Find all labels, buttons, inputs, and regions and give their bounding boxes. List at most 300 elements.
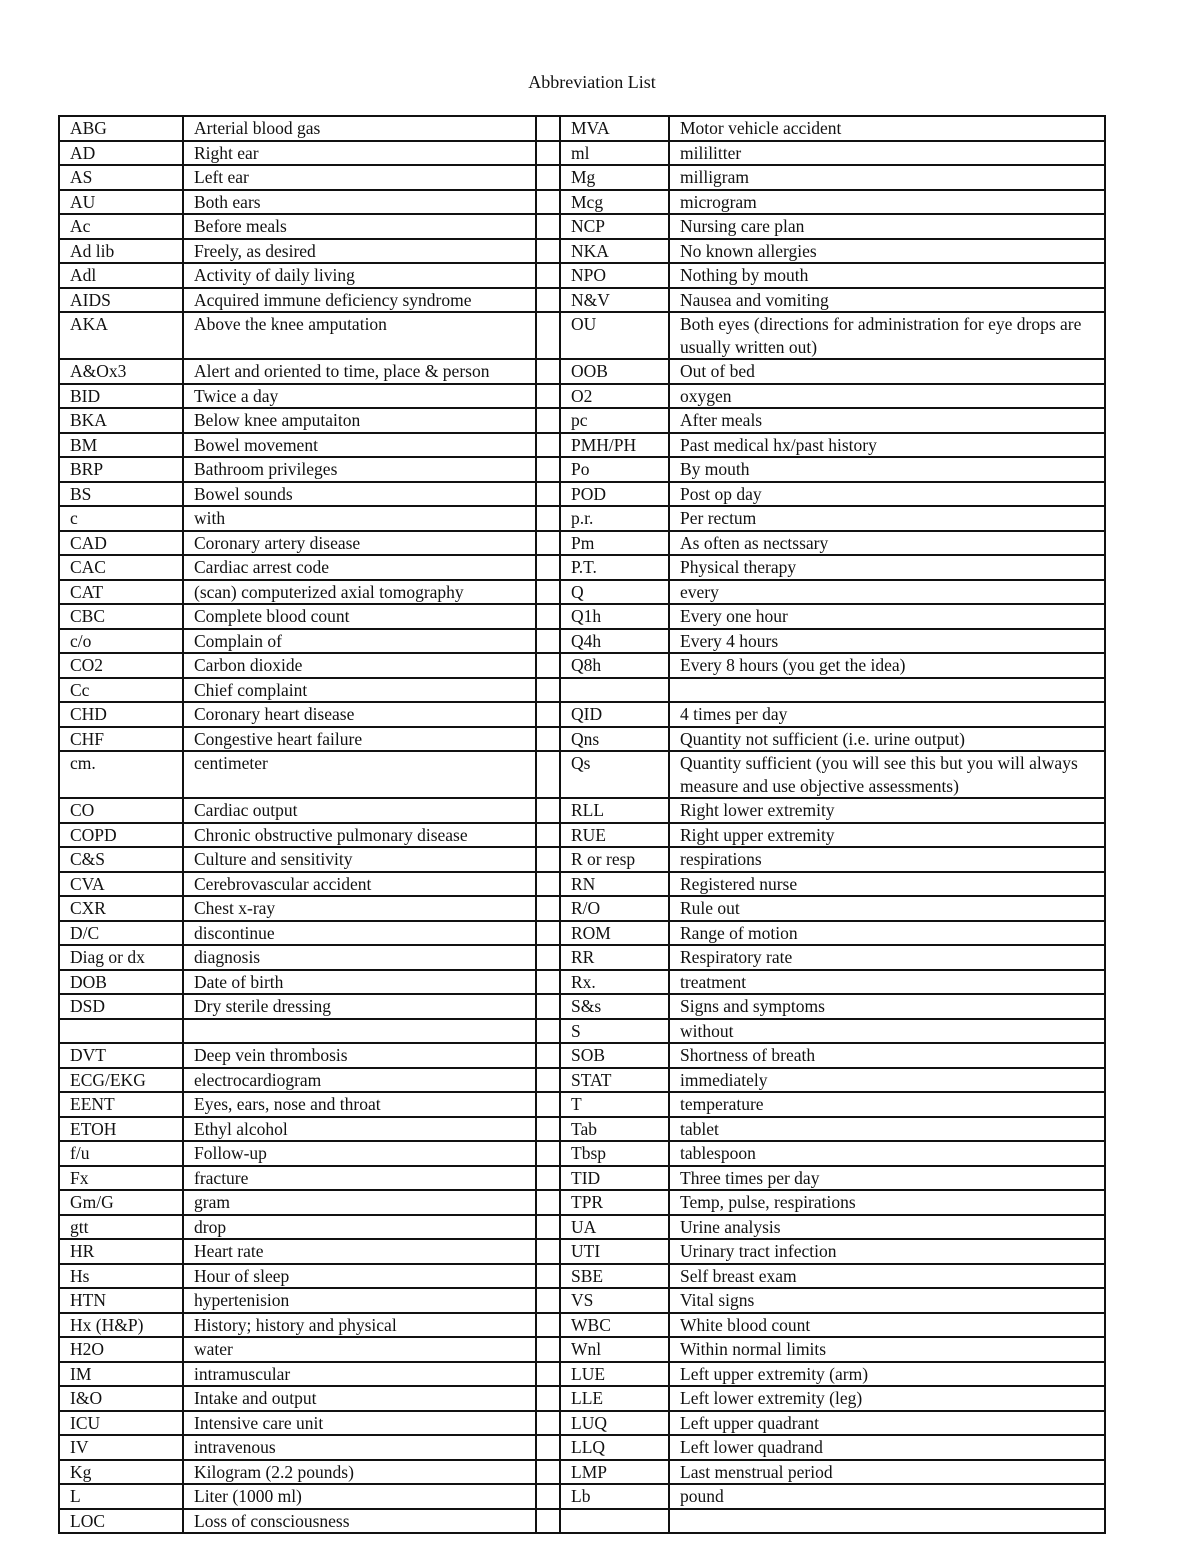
table-row <box>59 359 1105 384</box>
spacer-cell <box>536 1264 560 1289</box>
left-meaning-cell: Acquired immune deficiency syndrome <box>183 288 536 313</box>
spacer-cell <box>536 555 560 580</box>
spacer-cell <box>536 1337 560 1362</box>
left-abbreviation-cell: CXR <box>59 896 183 921</box>
right-meaning-cell: Urine analysis <box>669 1215 1105 1240</box>
right-meaning-cell: tablet <box>669 1117 1105 1142</box>
left-meaning-cell: Both ears <box>183 190 536 215</box>
left-meaning-cell: Dry sterile dressing <box>183 994 536 1019</box>
left-abbreviation-cell: Diag or dx <box>59 945 183 970</box>
right-meaning-cell: Within normal limits <box>669 1337 1105 1362</box>
right-meaning-cell: Three times per day <box>669 1166 1105 1191</box>
right-abbreviation-cell: LLE <box>560 1386 669 1411</box>
table-row <box>59 506 1105 531</box>
table-row <box>59 555 1105 580</box>
spacer-cell <box>536 482 560 507</box>
table-row <box>59 1337 1105 1362</box>
right-abbreviation-cell: LLQ <box>560 1435 669 1460</box>
left-meaning-cell: Chronic obstructive pulmonary disease <box>183 823 536 848</box>
left-abbreviation-cell: BRP <box>59 457 183 482</box>
table-row <box>59 1386 1105 1411</box>
right-meaning-cell: immediately <box>669 1068 1105 1093</box>
table-row <box>59 312 1105 359</box>
table-row <box>59 580 1105 605</box>
spacer-cell <box>536 945 560 970</box>
table-row <box>59 945 1105 970</box>
left-meaning-cell: Complete blood count <box>183 604 536 629</box>
left-meaning-cell: Date of birth <box>183 970 536 995</box>
spacer-cell <box>536 165 560 190</box>
left-abbreviation-cell: Ad lib <box>59 239 183 264</box>
left-meaning-cell: Alert and oriented to time, place & person <box>183 359 536 384</box>
table-row <box>59 1362 1105 1387</box>
right-meaning-cell: Shortness of breath <box>669 1043 1105 1068</box>
right-abbreviation-cell: RR <box>560 945 669 970</box>
left-abbreviation-cell <box>59 1019 183 1044</box>
right-abbreviation-cell: NPO <box>560 263 669 288</box>
right-abbreviation-cell <box>560 678 669 703</box>
right-meaning-cell: Right upper extremity <box>669 823 1105 848</box>
table-row <box>59 678 1105 703</box>
spacer-cell <box>536 116 560 141</box>
right-abbreviation-cell: STAT <box>560 1068 669 1093</box>
right-meaning-cell: Range of motion <box>669 921 1105 946</box>
left-meaning-cell: Bowel movement <box>183 433 536 458</box>
right-abbreviation-cell: p.r. <box>560 506 669 531</box>
right-meaning-cell: mililitter <box>669 141 1105 166</box>
spacer-cell <box>536 653 560 678</box>
left-abbreviation-cell: ICU <box>59 1411 183 1436</box>
right-abbreviation-cell: RUE <box>560 823 669 848</box>
spacer-cell <box>536 751 560 798</box>
left-abbreviation-cell: H2O <box>59 1337 183 1362</box>
left-abbreviation-cell: AS <box>59 165 183 190</box>
left-meaning-cell: Cardiac output <box>183 798 536 823</box>
left-meaning-cell: Above the knee amputation <box>183 312 536 359</box>
left-meaning-cell: Loss of consciousness <box>183 1509 536 1534</box>
right-meaning-cell: temperature <box>669 1092 1105 1117</box>
left-abbreviation-cell: ECG/EKG <box>59 1068 183 1093</box>
table-row <box>59 1484 1105 1509</box>
spacer-cell <box>536 1239 560 1264</box>
left-abbreviation-cell: CAC <box>59 555 183 580</box>
table-row <box>59 1288 1105 1313</box>
right-abbreviation-cell: VS <box>560 1288 669 1313</box>
spacer-cell <box>536 872 560 897</box>
spacer-cell <box>536 1288 560 1313</box>
spacer-cell <box>536 263 560 288</box>
spacer-cell <box>536 629 560 654</box>
right-meaning-cell: Post op day <box>669 482 1105 507</box>
right-meaning-cell: Both eyes (directions for administration for eye drops are usually written out) <box>669 312 1105 359</box>
left-meaning-cell: Culture and sensitivity <box>183 847 536 872</box>
left-meaning-cell: Coronary heart disease <box>183 702 536 727</box>
spacer-cell <box>536 312 560 359</box>
left-abbreviation-cell: Hs <box>59 1264 183 1289</box>
spacer-cell <box>536 1166 560 1191</box>
table-row <box>59 629 1105 654</box>
table-row <box>59 1313 1105 1338</box>
right-meaning-cell: tablespoon <box>669 1141 1105 1166</box>
table-row <box>59 1117 1105 1142</box>
right-meaning-cell: 4 times per day <box>669 702 1105 727</box>
right-abbreviation-cell: SBE <box>560 1264 669 1289</box>
spacer-cell <box>536 994 560 1019</box>
table-row <box>59 921 1105 946</box>
right-meaning-cell: Out of bed <box>669 359 1105 384</box>
spacer-cell <box>536 921 560 946</box>
left-meaning-cell: Before meals <box>183 214 536 239</box>
table-row <box>59 1141 1105 1166</box>
right-abbreviation-cell: Tab <box>560 1117 669 1142</box>
left-meaning-cell: Congestive heart failure <box>183 727 536 752</box>
right-meaning-cell: pound <box>669 1484 1105 1509</box>
right-meaning-cell: Rule out <box>669 896 1105 921</box>
right-abbreviation-cell: Q8h <box>560 653 669 678</box>
spacer-cell <box>536 727 560 752</box>
left-abbreviation-cell: AIDS <box>59 288 183 313</box>
spacer-cell <box>536 1141 560 1166</box>
left-abbreviation-cell: CHD <box>59 702 183 727</box>
spacer-cell <box>536 433 560 458</box>
table-row <box>59 1166 1105 1191</box>
right-meaning-cell: Physical therapy <box>669 555 1105 580</box>
table-row <box>59 1190 1105 1215</box>
spacer-cell <box>536 190 560 215</box>
left-abbreviation-cell: f/u <box>59 1141 183 1166</box>
spacer-cell <box>536 823 560 848</box>
right-meaning-cell: every <box>669 580 1105 605</box>
spacer-cell <box>536 580 560 605</box>
spacer-cell <box>536 1509 560 1534</box>
right-abbreviation-cell: UA <box>560 1215 669 1240</box>
spacer-cell <box>536 702 560 727</box>
right-meaning-cell: Temp, pulse, respirations <box>669 1190 1105 1215</box>
left-abbreviation-cell: IM <box>59 1362 183 1387</box>
table-row <box>59 994 1105 1019</box>
right-meaning-cell: After meals <box>669 408 1105 433</box>
right-meaning-cell: Left lower extremity (leg) <box>669 1386 1105 1411</box>
left-abbreviation-cell: BS <box>59 482 183 507</box>
spacer-cell <box>536 1411 560 1436</box>
table-row <box>59 1068 1105 1093</box>
table-row <box>59 727 1105 752</box>
table-row <box>59 896 1105 921</box>
left-abbreviation-cell: Fx <box>59 1166 183 1191</box>
right-abbreviation-cell: RN <box>560 872 669 897</box>
spacer-cell <box>536 1092 560 1117</box>
right-abbreviation-cell: POD <box>560 482 669 507</box>
left-abbreviation-cell: c/o <box>59 629 183 654</box>
spacer-cell <box>536 239 560 264</box>
left-abbreviation-cell: Gm/G <box>59 1190 183 1215</box>
left-meaning-cell: Cerebrovascular accident <box>183 872 536 897</box>
right-meaning-cell: Self breast exam <box>669 1264 1105 1289</box>
right-abbreviation-cell: S <box>560 1019 669 1044</box>
abbreviation-table <box>58 115 1106 1534</box>
spacer-cell <box>536 678 560 703</box>
right-meaning-cell: respirations <box>669 847 1105 872</box>
left-meaning-cell: Freely, as desired <box>183 239 536 264</box>
left-meaning-cell: Left ear <box>183 165 536 190</box>
left-abbreviation-cell: BKA <box>59 408 183 433</box>
right-abbreviation-cell: Mg <box>560 165 669 190</box>
left-abbreviation-cell: CO2 <box>59 653 183 678</box>
right-abbreviation-cell: RLL <box>560 798 669 823</box>
right-abbreviation-cell: Po <box>560 457 669 482</box>
table-row <box>59 1043 1105 1068</box>
right-meaning-cell: Per rectum <box>669 506 1105 531</box>
left-abbreviation-cell: BM <box>59 433 183 458</box>
left-meaning-cell: Intensive care unit <box>183 1411 536 1436</box>
spacer-cell <box>536 1190 560 1215</box>
right-meaning-cell: Nursing care plan <box>669 214 1105 239</box>
right-meaning-cell: milligram <box>669 165 1105 190</box>
table-row <box>59 1411 1105 1436</box>
left-abbreviation-cell: AU <box>59 190 183 215</box>
left-abbreviation-cell: L <box>59 1484 183 1509</box>
left-abbreviation-cell: AD <box>59 141 183 166</box>
page-title: Abbreviation List <box>528 72 656 92</box>
spacer-cell <box>536 970 560 995</box>
left-meaning-cell: intravenous <box>183 1435 536 1460</box>
left-meaning-cell: electrocardiogram <box>183 1068 536 1093</box>
table-row <box>59 214 1105 239</box>
right-meaning-cell: treatment <box>669 970 1105 995</box>
spacer-cell <box>536 1043 560 1068</box>
table-row <box>59 823 1105 848</box>
left-abbreviation-cell: A&Ox3 <box>59 359 183 384</box>
right-meaning-cell: Quantity sufficient (you will see this but you will always measure and use objective assessments) <box>669 751 1105 798</box>
right-abbreviation-cell: Tbsp <box>560 1141 669 1166</box>
right-abbreviation-cell: WBC <box>560 1313 669 1338</box>
spacer-cell <box>536 288 560 313</box>
right-meaning-cell: White blood count <box>669 1313 1105 1338</box>
left-abbreviation-cell: DVT <box>59 1043 183 1068</box>
spacer-cell <box>536 1117 560 1142</box>
left-meaning-cell: Deep vein thrombosis <box>183 1043 536 1068</box>
left-meaning-cell: Heart rate <box>183 1239 536 1264</box>
spacer-cell <box>536 1313 560 1338</box>
right-abbreviation-cell: NCP <box>560 214 669 239</box>
left-abbreviation-cell: LOC <box>59 1509 183 1534</box>
left-abbreviation-cell: C&S <box>59 847 183 872</box>
spacer-cell <box>536 1215 560 1240</box>
left-abbreviation-cell: Hx (H&P) <box>59 1313 183 1338</box>
spacer-cell <box>536 359 560 384</box>
spacer-cell <box>536 457 560 482</box>
table-row <box>59 970 1105 995</box>
spacer-cell <box>536 1019 560 1044</box>
right-abbreviation-cell: OU <box>560 312 669 359</box>
left-abbreviation-cell: Cc <box>59 678 183 703</box>
table-row <box>59 702 1105 727</box>
right-meaning-cell: Urinary tract infection <box>669 1239 1105 1264</box>
right-meaning-cell: Every 8 hours (you get the idea) <box>669 653 1105 678</box>
table-row <box>59 531 1105 556</box>
right-abbreviation-cell: R/O <box>560 896 669 921</box>
table-row <box>59 1019 1105 1044</box>
right-meaning-cell: Signs and symptoms <box>669 994 1105 1019</box>
left-abbreviation-cell: CHF <box>59 727 183 752</box>
right-abbreviation-cell: Q <box>560 580 669 605</box>
left-meaning-cell: intramuscular <box>183 1362 536 1387</box>
spacer-cell <box>536 1362 560 1387</box>
right-abbreviation-cell: N&V <box>560 288 669 313</box>
left-meaning-cell: Hour of sleep <box>183 1264 536 1289</box>
left-abbreviation-cell: DOB <box>59 970 183 995</box>
table-row <box>59 190 1105 215</box>
right-meaning-cell: Left upper quadrant <box>669 1411 1105 1436</box>
right-abbreviation-cell: Pm <box>560 531 669 556</box>
table-row <box>59 482 1105 507</box>
left-meaning-cell: Carbon dioxide <box>183 653 536 678</box>
left-abbreviation-cell: cm. <box>59 751 183 798</box>
table-row <box>59 239 1105 264</box>
spacer-cell <box>536 531 560 556</box>
left-meaning-cell: drop <box>183 1215 536 1240</box>
right-abbreviation-cell: Lb <box>560 1484 669 1509</box>
right-meaning-cell: As often as nectssary <box>669 531 1105 556</box>
right-meaning-cell: No known allergies <box>669 239 1105 264</box>
right-meaning-cell <box>669 1509 1105 1534</box>
left-meaning-cell: History; history and physical <box>183 1313 536 1338</box>
right-abbreviation-cell: LUE <box>560 1362 669 1387</box>
right-abbreviation-cell: SOB <box>560 1043 669 1068</box>
left-abbreviation-cell: CO <box>59 798 183 823</box>
spacer-cell <box>536 604 560 629</box>
right-abbreviation-cell: P.T. <box>560 555 669 580</box>
right-abbreviation-cell: R or resp <box>560 847 669 872</box>
left-abbreviation-cell: Kg <box>59 1460 183 1485</box>
right-meaning-cell: Respiratory rate <box>669 945 1105 970</box>
right-meaning-cell: oxygen <box>669 384 1105 409</box>
left-meaning-cell: Arterial blood gas <box>183 116 536 141</box>
left-abbreviation-cell: I&O <box>59 1386 183 1411</box>
spacer-cell <box>536 1435 560 1460</box>
left-abbreviation-cell: ETOH <box>59 1117 183 1142</box>
table-body <box>59 116 1105 1533</box>
table-row <box>59 751 1105 798</box>
table-row <box>59 872 1105 897</box>
left-meaning-cell: Coronary artery disease <box>183 531 536 556</box>
left-abbreviation-cell: DSD <box>59 994 183 1019</box>
right-meaning-cell: Registered nurse <box>669 872 1105 897</box>
right-meaning-cell: Nothing by mouth <box>669 263 1105 288</box>
left-abbreviation-cell: BID <box>59 384 183 409</box>
left-meaning-cell: water <box>183 1337 536 1362</box>
right-abbreviation-cell: MVA <box>560 116 669 141</box>
right-meaning-cell: without <box>669 1019 1105 1044</box>
left-abbreviation-cell: HTN <box>59 1288 183 1313</box>
right-meaning-cell: By mouth <box>669 457 1105 482</box>
right-meaning-cell: Quantity not sufficient (i.e. urine output) <box>669 727 1105 752</box>
left-abbreviation-cell: ABG <box>59 116 183 141</box>
right-abbreviation-cell: pc <box>560 408 669 433</box>
table-row <box>59 408 1105 433</box>
table-row <box>59 457 1105 482</box>
table-row <box>59 653 1105 678</box>
left-meaning-cell: Below knee amputaiton <box>183 408 536 433</box>
right-abbreviation-cell: Q4h <box>560 629 669 654</box>
right-meaning-cell <box>669 678 1105 703</box>
spacer-cell <box>536 384 560 409</box>
left-meaning-cell: Cardiac arrest code <box>183 555 536 580</box>
right-meaning-cell: Motor vehicle accident <box>669 116 1105 141</box>
right-abbreviation-cell: PMH/PH <box>560 433 669 458</box>
table-row <box>59 141 1105 166</box>
right-meaning-cell: Vital signs <box>669 1288 1105 1313</box>
right-meaning-cell: Every one hour <box>669 604 1105 629</box>
right-abbreviation-cell <box>560 1509 669 1534</box>
right-abbreviation-cell: Rx. <box>560 970 669 995</box>
left-meaning-cell: Complain of <box>183 629 536 654</box>
right-meaning-cell: Right lower extremity <box>669 798 1105 823</box>
table-row <box>59 798 1105 823</box>
right-abbreviation-cell: OOB <box>560 359 669 384</box>
table-row <box>59 116 1105 141</box>
left-meaning-cell: fracture <box>183 1166 536 1191</box>
spacer-cell <box>536 798 560 823</box>
left-meaning-cell: Ethyl alcohol <box>183 1117 536 1142</box>
table-row <box>59 165 1105 190</box>
right-abbreviation-cell: T <box>560 1092 669 1117</box>
left-meaning-cell: Chief complaint <box>183 678 536 703</box>
table-row <box>59 1509 1105 1534</box>
left-meaning-cell: Eyes, ears, nose and throat <box>183 1092 536 1117</box>
left-abbreviation-cell: IV <box>59 1435 183 1460</box>
right-meaning-cell: Nausea and vomiting <box>669 288 1105 313</box>
left-abbreviation-cell: Adl <box>59 263 183 288</box>
right-abbreviation-cell: ml <box>560 141 669 166</box>
left-abbreviation-cell: CAD <box>59 531 183 556</box>
right-abbreviation-cell: ROM <box>560 921 669 946</box>
right-meaning-cell: Past medical hx/past history <box>669 433 1105 458</box>
left-meaning-cell: Twice a day <box>183 384 536 409</box>
left-meaning-cell: diagnosis <box>183 945 536 970</box>
spacer-cell <box>536 1068 560 1093</box>
left-meaning-cell: centimeter <box>183 751 536 798</box>
right-abbreviation-cell: Wnl <box>560 1337 669 1362</box>
left-meaning-cell: Activity of daily living <box>183 263 536 288</box>
left-meaning-cell: Chest x-ray <box>183 896 536 921</box>
right-meaning-cell: Last menstrual period <box>669 1460 1105 1485</box>
left-meaning-cell: Follow-up <box>183 1141 536 1166</box>
left-meaning-cell: with <box>183 506 536 531</box>
left-abbreviation-cell: AKA <box>59 312 183 359</box>
left-meaning-cell <box>183 1019 536 1044</box>
table-row <box>59 1435 1105 1460</box>
spacer-cell <box>536 214 560 239</box>
right-meaning-cell: Left lower quadrand <box>669 1435 1105 1460</box>
left-meaning-cell: gram <box>183 1190 536 1215</box>
table-row <box>59 604 1105 629</box>
table-row <box>59 263 1105 288</box>
left-meaning-cell: Liter (1000 ml) <box>183 1484 536 1509</box>
spacer-cell <box>536 896 560 921</box>
left-meaning-cell: (scan) computerized axial tomography <box>183 580 536 605</box>
left-abbreviation-cell: c <box>59 506 183 531</box>
spacer-cell <box>536 1484 560 1509</box>
spacer-cell <box>536 506 560 531</box>
spacer-cell <box>536 847 560 872</box>
right-abbreviation-cell: Mcg <box>560 190 669 215</box>
left-meaning-cell: discontinue <box>183 921 536 946</box>
table-row <box>59 1092 1105 1117</box>
table-row <box>59 1215 1105 1240</box>
left-abbreviation-cell: Ac <box>59 214 183 239</box>
table-row <box>59 1460 1105 1485</box>
